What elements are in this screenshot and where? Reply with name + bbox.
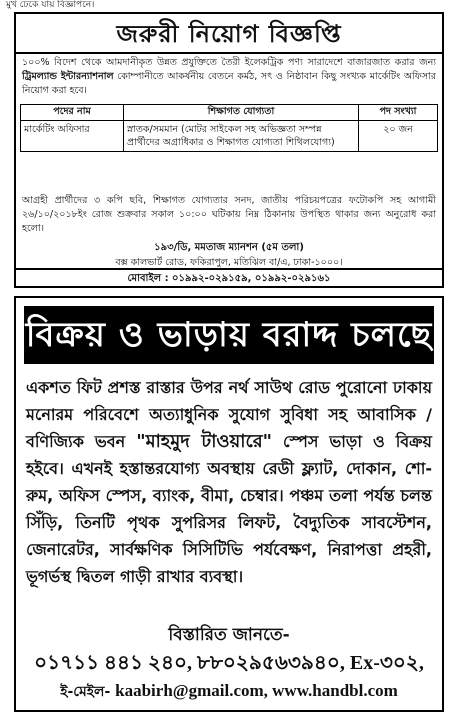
phone-numbers: ০১৭১১ ৪৪১ ২৪০, ৮৮০২৯৫৬৩৯৪০, Ex-৩০২,	[34, 652, 424, 674]
job-ad-sub-address: বক্স কালভার্ট রোড, ফকিরাপুল, মতিঝিল বা/এ, ঢাকা-১০০০।	[115, 257, 343, 268]
email-label: ই-মেইল-	[60, 684, 116, 700]
details-label: বিস্তারিত জানতে-	[168, 625, 290, 645]
header-count: পদ সংখ্যা	[359, 105, 438, 121]
body-text-1: একশত ফিট প্রশস্ত রাস্তার উপর নর্থ সাউথ রোড পুরোনো ঢাকায় মনোরম পরিবেশে অত্যাধুনিক সুযোগ সুবিধা সহ আবাসিক / বণিজ্যিক ভবন	[26, 378, 432, 451]
table-header-row	[21, 105, 438, 121]
cell-qualification: স্নাতক/সমমান (মোটর সাইকেল সহ অভিজ্ঞতা সম্পন্ন প্রার্থীদের অগ্রাধিকার ও শিক্ষাগত যোগ্যতা শিথিলযোগ্য)	[124, 121, 359, 152]
intro-text-2: কোম্পানীতে আকর্ষনীয় বেতনে কর্মঠ, সৎ ও নিষ্ঠাবান কিছু সংখ্যক মার্কেটিং অফিসার নিয়োগ করা হবে।	[22, 71, 436, 96]
intro-text-1: ১০০% বিদেশ থেকে আমদানীকৃত উন্নত প্রযুক্তিতে তৈরী ইলেকট্রিক পণ্য সারাদেশে বাজারজাত করার জন্য	[22, 57, 436, 68]
property-ad	[14, 296, 444, 712]
cut-off-text: মুখ ঢেকে যায় বিজ্ঞাপনে।	[6, 0, 95, 10]
job-ad-intro	[22, 56, 436, 98]
header-qualification: শিক্ষাগত যোগ্যতা	[124, 105, 359, 121]
building-name: "মাহমুদ টাওয়ারে"	[136, 431, 272, 452]
cell-position: মার্কেটিং অফিসার	[21, 121, 124, 152]
property-ad-banner: বিক্রয় ও ভাড়ায় বরাদ্দ চলছে	[24, 306, 434, 364]
cell-count: ২০ জন	[359, 121, 438, 152]
email-link[interactable]: kaabirh@gmail.com	[115, 681, 264, 700]
property-ad-body	[26, 374, 432, 590]
job-ad-title: জরুরী নিয়োগ বিজ্ঞপ্তি	[16, 14, 442, 54]
body-text-2: স্পেস ভাড়া ও বিক্রয় হইবে। এখনই হস্তান্তরযোগ্য অবস্থায় রেডী ফ্ল্যাট, দোকান, শো-রুম, অফিস স্পেস, ব্যাংক, বীমা, চেম্বার। পঞ্চম তলা পর্যন্ত চলন্ত সিঁড়ি, তিনটি পৃথক সুপরিসর লিফট, বৈদ্যুতিক সাবস্টেশন, জেনারেটর, সার্বক্ষণিক সিসিটিভি পর্যবেক্ষণ, নিরাপত্তা প্রহরী, ভূগর্ভস্থ দ্বিতল গাড়ী রাখার ব্যবস্থা।	[26, 432, 432, 586]
contact-line	[16, 680, 442, 704]
header-position: পদের নাম	[21, 105, 124, 121]
job-ad-instructions: আগ্রহী প্রার্থীদের ৩ কপি ছবি, শিক্ষাগত যোগ্যতার সনদ, জাতীয় পরিচয়পত্রের ফটোকপি সহ আগামী ২৬/১০/২০১৮ইং রোজ শুক্রবার সকাল ১০:০০ ঘটিকায় নিম্ন ঠিকানায় উপস্থিত থাকার জন্য অনুরোধ করা হলো।	[22, 195, 436, 234]
positions-table	[20, 104, 438, 152]
job-ad	[14, 12, 444, 288]
contact-separator: ,	[263, 681, 273, 700]
company-name: ট্রিমল্যান্ড ইন্টারন্যাশনাল	[22, 71, 114, 82]
job-ad-address: ১৯৩/ডি, মমতাজ ম্যানশন (৫ম তলা)	[154, 242, 304, 253]
job-ad-mobile: মোবাইল : ০১৯৯২-০২৯১৫৯, ০১৯৯২-০২৯১৬১	[16, 268, 442, 286]
website-link[interactable]: www.handbl.com	[272, 681, 398, 700]
table-row	[21, 121, 438, 152]
